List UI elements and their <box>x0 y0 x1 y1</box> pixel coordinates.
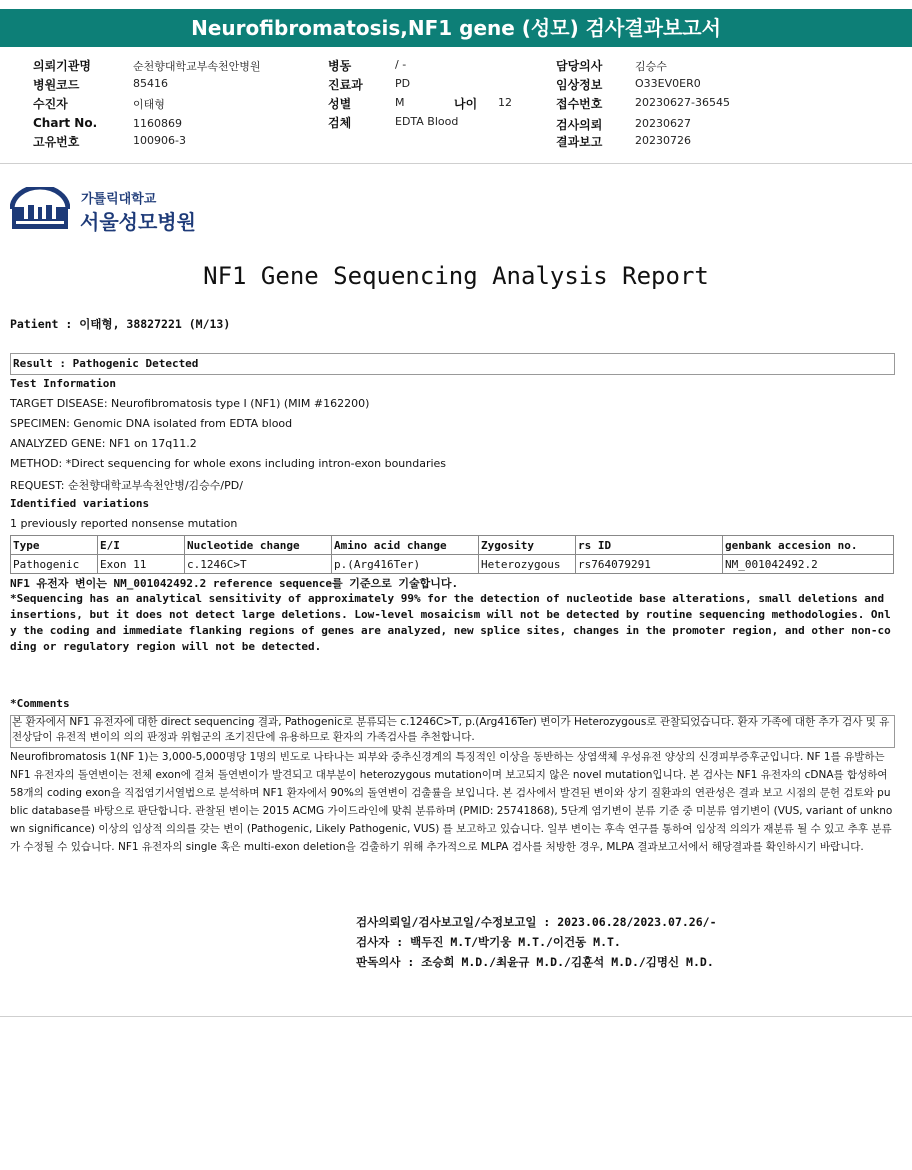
comment-box-text: 본 환자에서 NF1 유전자에 대한 direct sequencing 결과, Pathogenic로 분류되는 c.1246C>T, p.(Arg416Ter) 변이가 Heterozygous로 관찰되었습니다. 환자 가족에 대한 추가 검사 및 유전상담이 유전적 변이의 의의 판정과 위험군의 조기진단에 유용하므로 환자의 가족검사를 추천합니다. <box>12 716 890 743</box>
label-department: 진료과 <box>328 78 363 92</box>
label-age: 나이 <box>454 97 478 111</box>
value-unique-no: 100906-3 <box>133 134 186 147</box>
value-examinee: 이태형 <box>133 98 165 111</box>
col-header-exon-intron: E/I <box>98 536 185 555</box>
value-hospital-code: 85416 <box>133 77 168 90</box>
variations-table <box>10 535 894 574</box>
label-specimen: 검체 <box>328 116 352 130</box>
label-examinee: 수진자 <box>33 97 68 111</box>
variations-heading: Identified variations <box>10 497 150 510</box>
value-clinical-info: O33EV0ER0 <box>635 77 701 90</box>
cell-type: Pathogenic <box>11 555 98 574</box>
value-age: 12 <box>498 96 512 109</box>
technicians: 검사자 : 백두진 M.T/박기웅 M.T./이건동 M.T. <box>356 935 621 949</box>
label-chart-no: Chart No. <box>33 116 98 130</box>
test-info-target-disease: TARGET DISEASE: Neurofibromatosis type I (NF1) (MIM #162200) <box>10 397 370 410</box>
label-unique-no: 고유번호 <box>33 135 80 149</box>
label-accession-no: 접수번호 <box>556 97 603 111</box>
comment-body: Neurofibromatosis 1(NF 1)는 3,000-5,000명당 1명의 빈도로 나타나는 피부와 중추신경계의 특징적인 이상을 동반하는 상염색체 우성유전 양상의 신경피부증후군입니다. NF 1를 유발하는 NF1 유전자의 돌연변이는 전체 exon에 걸쳐 돌연변이가 발견되고 대부분이 heterozygous mutation이며 보고되지 않은 novel mutation입니다. 본 검사는 NF1 유전자의 cDNA를 합성하여 58개의 coding exon을 직접염기서열법으로 분석하며 NF1 환자에서 90%의 돌연변이 검출률을 보입니다. 본 검사에서 발견된 변이와 상기 질환과의 연관성은 결과 보고 시점의 문헌 검토와 public database를 바탕으로 판단합니다. 관찰된 변이는 2015 ACMG 가이드라인에 맞춰 분류하며 (PMID: 25741868), 5단계 염기변이 분류 기준 중 미분류 염기변이 (VUS, variant of unknown significance) 이상의 임상적 의의를 갖는 변이 (Pathogenic, Likely Pathogenic, VUS) 를 보고하고 있습니다. 일부 변이는 후속 연구를 통하여 임상적 의의가 재분류 될 수 있고 추후 분류가 수정될 수 있습니다. NF1 유전자의 single 혹은 multi-exon deletion을 검출하기 위해 추가적으로 MLPA 검사를 처방한 경우, MLPA 결과보고서에서 해당결과를 확인하시기 바랍니다. <box>10 751 893 853</box>
test-info-request: REQUEST: 순천향대학교부속천안병/김승수/PD/ <box>10 479 243 492</box>
value-ward: / - <box>395 58 407 71</box>
label-request-date: 검사의뢰 <box>556 118 603 132</box>
value-referring-institution: 순천향대학교부속천안병원 <box>133 60 261 73</box>
report-dates: 검사의뢰일/검사보고일/수정보고일 : 2023.06.28/2023.07.26/- <box>356 915 717 929</box>
value-department: PD <box>395 77 411 90</box>
label-clinical-info: 임상정보 <box>556 78 603 92</box>
label-sex: 성별 <box>328 97 352 111</box>
test-info-heading: Test Information <box>10 377 116 390</box>
value-report-date: 20230726 <box>635 134 691 147</box>
label-referring-institution: 의뢰기관명 <box>33 59 91 73</box>
value-accession-no: 20230627-36545 <box>635 96 730 109</box>
table-header-row <box>11 536 894 555</box>
header-divider <box>0 163 912 164</box>
reference-note: NF1 유전자 변이는 NM_001042492.2 reference sequence를 기준으로 기술합니다. <box>10 577 459 590</box>
label-ward: 병동 <box>328 59 352 73</box>
cell-exon-intron: Exon 11 <box>98 555 185 574</box>
col-header-rs-id: rs ID <box>576 536 723 555</box>
value-physician: 김승수 <box>635 60 667 73</box>
value-request-date: 20230627 <box>635 117 691 130</box>
report-title: NF1 Gene Sequencing Analysis Report <box>203 262 709 290</box>
value-sex: M <box>395 96 405 109</box>
hospital-logo-icon <box>10 187 70 231</box>
label-report-date: 결과보고 <box>556 135 603 149</box>
cell-amino-acid-change: p.(Arg416Ter) <box>332 555 479 574</box>
value-chart-no: 1160869 <box>133 117 182 130</box>
col-header-type: Type <box>11 536 98 555</box>
variations-summary: 1 previously reported nonsense mutation <box>10 517 238 530</box>
label-hospital-code: 병원코드 <box>33 78 80 92</box>
value-specimen: EDTA Blood <box>395 115 459 128</box>
label-physician: 담당의사 <box>556 59 603 73</box>
test-info-gene: ANALYZED GENE: NF1 on 17q11.2 <box>10 437 197 450</box>
col-header-zygosity: Zygosity <box>479 536 576 555</box>
footer-divider <box>0 1016 912 1017</box>
cell-nucleotide-change: c.1246C>T <box>185 555 332 574</box>
table-row <box>11 555 894 574</box>
cell-rs-id: rs764079291 <box>576 555 723 574</box>
interpreting-physicians: 판독의사 : 조승희 M.D./최윤규 M.D./김훈석 M.D./김명신 M.D. <box>356 955 714 969</box>
logo-university-name: 가톨릭대학교 <box>81 192 157 207</box>
report-title-bar: Neurofibromatosis,NF1 gene (성모) 검사결과보고서 <box>0 9 912 47</box>
test-info-specimen: SPECIMEN: Genomic DNA isolated from EDTA blood <box>10 417 293 430</box>
cell-zygosity: Heterozygous <box>479 555 576 574</box>
col-header-amino-acid-change: Amino acid change <box>332 536 479 555</box>
test-info-method: METHOD: *Direct sequencing for whole exons including intron-exon boundaries <box>10 457 447 470</box>
sensitivity-note: *Sequencing has an analytical sensitivity of approximately 99% for the detection of nucleotide base alterations, small deletions and insertions, but it does not detect large deletions. Low-level mosaicism will not be detected by routine sequencing methodologies. Only the coding and immediate flanking regions of genes are analyzed, new splice sites, changes in the promoter region, and other non-coding or regulatory region will not be detected. <box>10 592 891 653</box>
col-header-genbank: genbank accesion no. <box>723 536 894 555</box>
logo-hospital-name: 서울성모병원 <box>80 210 196 234</box>
col-header-nucleotide-change: Nucleotide change <box>185 536 332 555</box>
result-text: Result : Pathogenic Detected <box>13 357 199 370</box>
comments-heading: *Comments <box>10 697 70 710</box>
cell-genbank: NM_001042492.2 <box>723 555 894 574</box>
patient-line: Patient : 이태형, 38827221 (M/13) <box>10 317 231 331</box>
patient-header <box>0 50 912 156</box>
